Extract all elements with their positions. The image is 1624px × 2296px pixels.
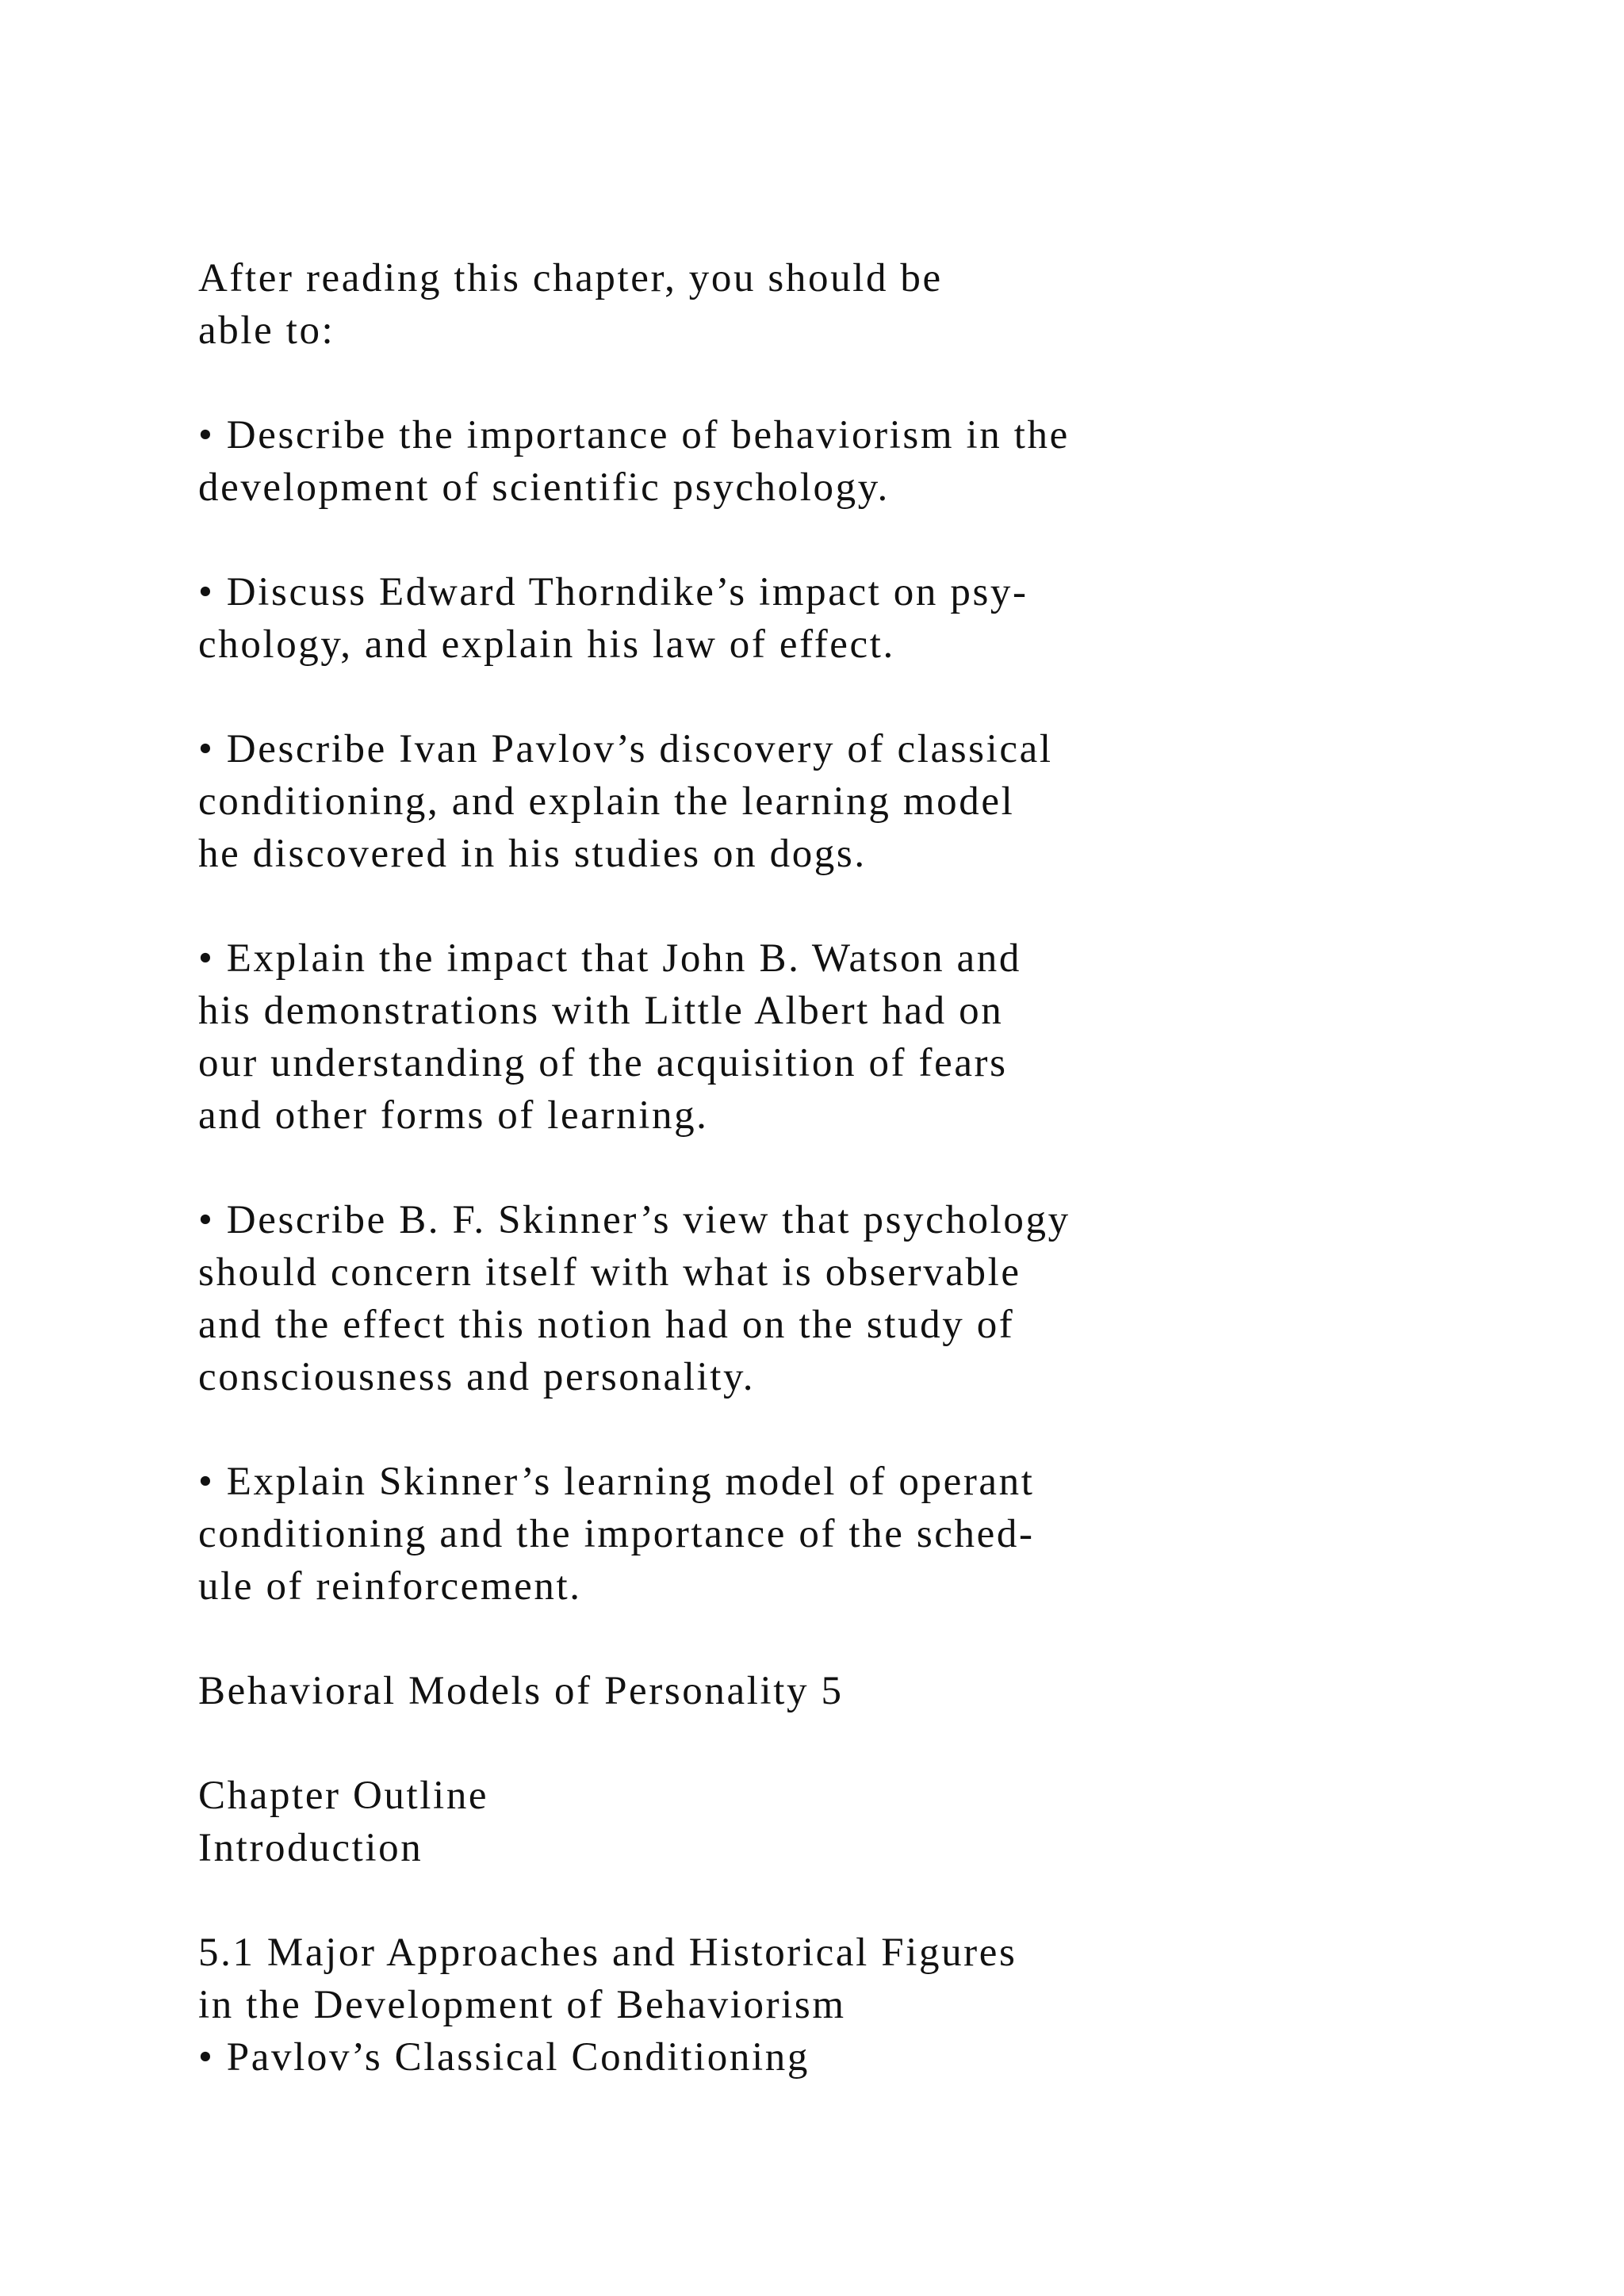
document-body bbox=[198, 252, 1435, 2084]
outline-subitem: • Pavlov’s Classical Conditioning bbox=[198, 2035, 810, 2080]
objective-item bbox=[198, 1456, 1435, 1613]
objective-line: development of scientific psychology. bbox=[198, 465, 890, 510]
outline-section-title: in the Development of Behaviorism bbox=[198, 1983, 846, 2027]
objective-line: and other forms of learning. bbox=[198, 1093, 709, 1138]
objective-line: • Discuss Edward Thorndike’s impact on psy- bbox=[198, 570, 1028, 614]
objective-line: he discovered in his studies on dogs. bbox=[198, 832, 867, 876]
objective-line: conditioning and the importance of the sched- bbox=[198, 1512, 1035, 1556]
objective-line: • Explain the impact that John B. Watson and bbox=[198, 936, 1021, 981]
chapter-title-text: Behavioral Models of Personality 5 bbox=[198, 1669, 844, 1713]
objective-item bbox=[198, 932, 1435, 1142]
objective-item bbox=[198, 723, 1435, 880]
objective-line: our understanding of the acquisition of fears bbox=[198, 1041, 1008, 1085]
chapter-outline bbox=[198, 1770, 1435, 1874]
objective-line: • Describe the importance of behaviorism in the bbox=[198, 413, 1070, 457]
outline-section bbox=[198, 1927, 1435, 2084]
objective-item bbox=[198, 566, 1435, 671]
objective-line: should concern itself with what is observable bbox=[198, 1250, 1021, 1295]
outline-section-title: 5.1 Major Approaches and Historical Figures bbox=[198, 1931, 1017, 1975]
outline-heading: Chapter Outline bbox=[198, 1774, 489, 1818]
intro-line: After reading this chapter, you should be bbox=[198, 256, 943, 300]
objective-line: • Describe Ivan Pavlov’s discovery of classical bbox=[198, 727, 1053, 771]
objective-line: his demonstrations with Little Albert had on bbox=[198, 989, 1004, 1033]
chapter-title bbox=[198, 1665, 1435, 1717]
objective-item bbox=[198, 1194, 1435, 1403]
outline-item-introduction: Introduction bbox=[198, 1826, 423, 1870]
objective-line: conditioning, and explain the learning model bbox=[198, 779, 1015, 824]
objective-line: ule of reinforcement. bbox=[198, 1564, 582, 1609]
objective-line: consciousness and personality. bbox=[198, 1355, 756, 1399]
intro-paragraph bbox=[198, 252, 1435, 357]
objective-line: chology, and explain his law of effect. bbox=[198, 622, 895, 667]
intro-line: able to: bbox=[198, 308, 335, 353]
objective-line: • Describe B. F. Skinner’s view that psychology bbox=[198, 1198, 1071, 1242]
objective-line: and the effect this notion had on the study of bbox=[198, 1303, 1015, 1347]
objective-item bbox=[198, 409, 1435, 514]
objective-line: • Explain Skinner’s learning model of operant bbox=[198, 1460, 1035, 1504]
